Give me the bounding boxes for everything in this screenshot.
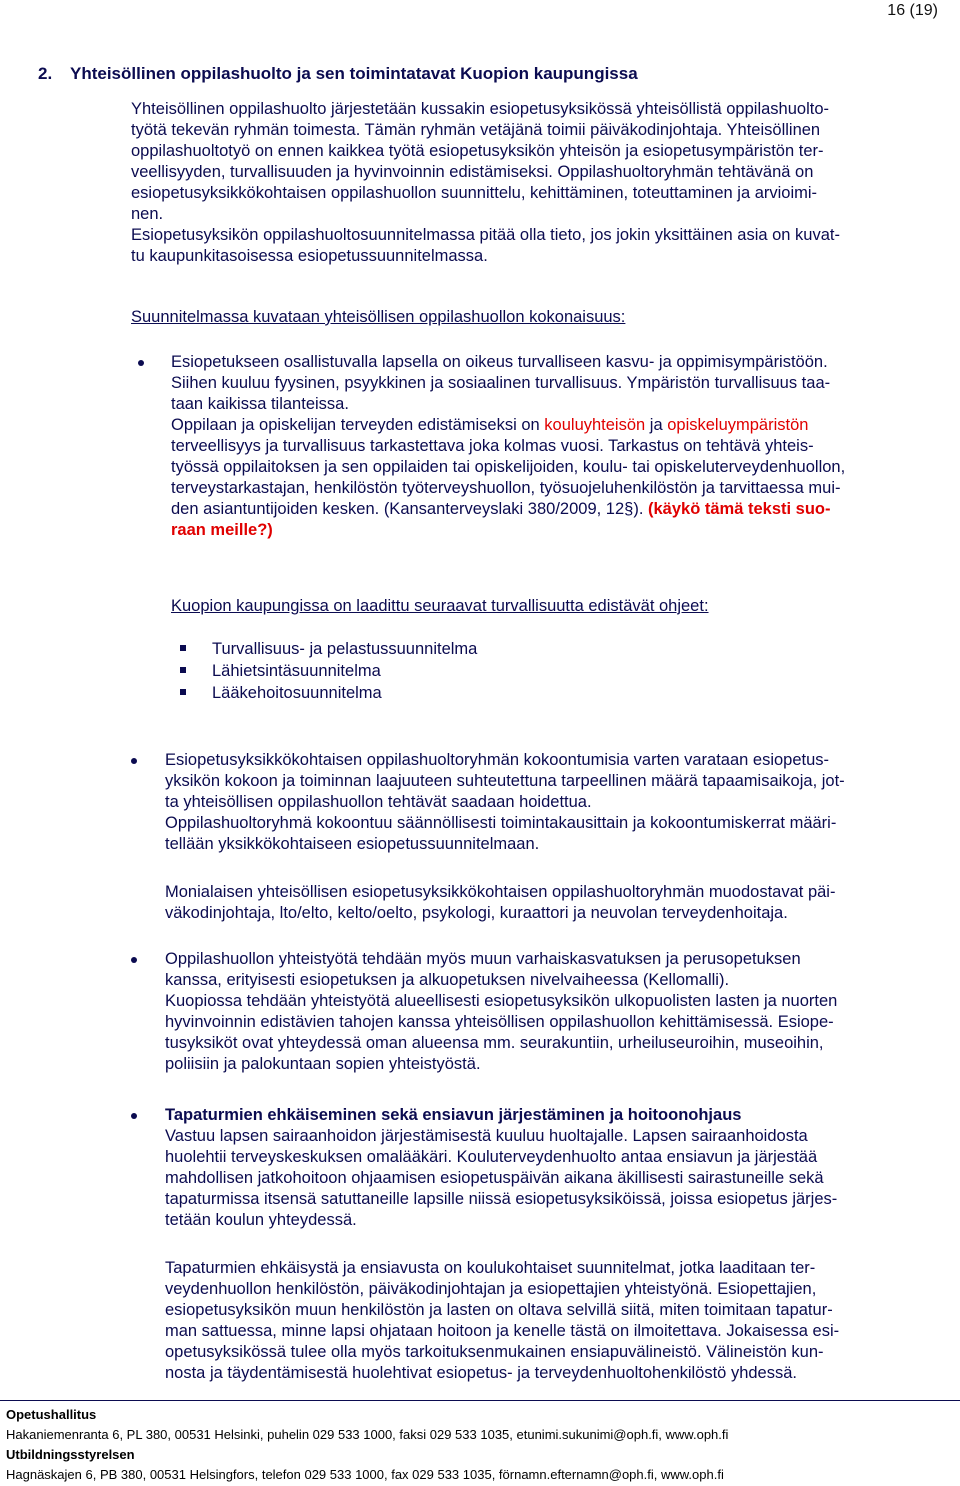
intro-line: Esiopetusyksikön oppilashuoltosuunnitelmassa pitää olla tieto, jos jokin yksittäinen asia on kuvat-	[131, 226, 840, 244]
text-fragment: ja	[645, 416, 668, 434]
bullet-dot-icon	[131, 1113, 137, 1119]
text-fragment: ).	[633, 500, 648, 518]
intro-line: tu kaupunkitasoisessa esiopetussuunnitelmassa.	[131, 247, 488, 265]
bullet4-line: man sattuessa, minne lapsi ohjataan hoitoon ja kenelle tästä on ilmoitettava. Jokaisessa esi-	[165, 1322, 840, 1340]
bullet4-line: mahdollisen jatkohoitoon ohjaamisen esiopetuspäivän aikana äkillisesti sairastuneille sekä	[165, 1169, 824, 1187]
text-fragment: Oppilaan ja opiskelijan terveyden edistämiseksi on	[171, 416, 545, 434]
section-title: Suunnitelmassa kuvataan yhteisöllisen oppilashuollon kokonaisuus:	[131, 308, 626, 326]
guidelines-list	[212, 638, 812, 704]
guideline-item: Lääkehoitosuunnitelma	[212, 684, 382, 702]
bullet2-line: ta yhteisöllisen oppilashuollon tehtävät saadaan hoidettua.	[165, 793, 592, 811]
bullet1-mixed-line	[171, 415, 941, 436]
bullet1-line: Esiopetukseen osallistuvalla lapsella on oikeus turvalliseen kasvu- ja oppimisympäristöön.	[171, 353, 828, 371]
bullet1-line: Siihen kuuluu fyysinen, psyykkinen ja sosiaalinen turvallisuus. Ympäristön turvallisuus taa-	[171, 374, 831, 392]
section-heading	[38, 64, 638, 84]
bullet1-line: terveystarkastajan, henkilöstön työterveyshuollon, työsuojeluhenkilöstön ja tarvittaessa mui-	[171, 479, 841, 497]
intro-paragraph	[131, 99, 936, 267]
bullet1-line: työssä oppilaitoksen ja sen oppilaiden tai opiskelijoiden, koulu- tai opiskeluterveydenhuollon,	[171, 458, 846, 476]
bullet4-line: nosta ja täydentämisestä huolehtivat esiopetus- ja terveydenhuoltohenkilöstö yhdessä.	[165, 1364, 797, 1382]
bullet3-line: poliisiin ja palokuntaan sopien yhteistyöstä.	[165, 1055, 481, 1073]
bullet4-line: huolehtii terveyskeskuksen omalääkäri. Kouluterveydenhuolto antaa ensiavun ja järjestää	[165, 1148, 818, 1166]
footer-org-sv: Utbildningsstyrelsen	[6, 1447, 135, 1462]
bullet-dot-icon	[131, 957, 137, 963]
bullet4-title: Tapaturmien ehkäiseminen sekä ensiavun järjestäminen ja hoitoonohjaus	[165, 1106, 742, 1124]
bullet4-line: tapaturmissa itsensä satuttaneille lapsille niissä esiopetusyksiköissä, joissa esiopetus järjes-	[165, 1190, 838, 1208]
bullet4-line: opetusyksikössä tulee olla myös tarkoituksenmukainen ensiapuvälineistö. Välineistön kun-	[165, 1343, 824, 1361]
red-text: kouluyhteisön	[544, 416, 646, 434]
heading-number: 2.	[38, 64, 53, 83]
question-text: raan meille?)	[171, 521, 273, 539]
bullet4-text	[165, 1105, 940, 1231]
square-bullet-icon	[180, 667, 186, 673]
footer-org-fi: Opetushallitus	[6, 1407, 97, 1422]
bullet2-text	[165, 750, 940, 855]
bullet2-line: tellään yksikkökohtaiseen esiopetussuunnitelmaan.	[165, 835, 540, 853]
bullet-dot-icon	[138, 360, 144, 366]
bullet2-line: Monialaisen yhteisöllisen esiopetusyksikkökohtaisen oppilashuoltoryhmän muodostavat päi-	[165, 883, 836, 901]
intro-line: oppilashuoltotyö on ennen kaikkea työtä esiopetusyksikön yhteisön ja esiopetusympäristön ter-	[131, 142, 824, 160]
guidelines-title: Kuopion kaupungissa on laadittu seuraavat turvallisuutta edistävät ohjeet:	[171, 597, 709, 615]
bullet3-line: hyvinvoinnin edistävien tahojen kanssa yhteisöllisen oppilashuollon kehittämisessä. Esiope-	[165, 1013, 834, 1031]
bullet4-line: tetään koulun yhteydessä.	[165, 1211, 357, 1229]
bullet1-line: terveellisyys ja turvallisuus tarkastettava joka kolmas vuosi. Tarkastus on tehtävä yhteis-	[171, 437, 814, 455]
bullet2-line: väkodinjohtaja, lto/elto, kelto/oelto, psykologi, kuraattori ja neuvolan terveydenhoitaja.	[165, 904, 788, 922]
bullet3-line: tusyksiköt ovat yhteydessä oman alueensa mm. seurakuntiin, urheiluseuroihin, museoihin,	[165, 1034, 824, 1052]
bullet4-text-2	[165, 1258, 940, 1384]
bullet-dot-icon	[131, 758, 137, 764]
question-text: (käykö tämä teksti suo-	[648, 500, 831, 518]
bullet3-text	[165, 949, 940, 1075]
red-text: opiskeluympäristön	[667, 416, 809, 434]
footer-address-sv: Hagnäskajen 6, PB 380, 00531 Helsingfors, telefon 029 533 1000, fax 029 533 1035, förnamn.efternamn@oph.fi, www.oph.fi	[6, 1467, 724, 1482]
text-fragment: den asiantuntijoiden kesken. (Kansanterveyslaki 380/2009, 12	[171, 500, 625, 518]
intro-line: Yhteisöllinen oppilashuolto järjestetään kussakin esiopetusyksikössä yhteisöllistä oppilashuolto-	[131, 100, 829, 118]
intro-line: esiopetusyksikkökohtaisen oppilashuollon suunnittelu, kehittäminen, toteuttaminen ja arvioimi-	[131, 184, 818, 202]
bullet3-line: kanssa, erityisesti esiopetuksen ja alkuopetuksen nivelvaiheessa (Kellomalli).	[165, 971, 730, 989]
bullet3-line: Kuopiossa tehdään yhteistyötä alueellisesti esiopetusyksikön ulkopuolisten lasten ja nuorten	[165, 992, 838, 1010]
bullet4-line: Tapaturmien ehkäisystä ja ensiavusta on koulukohtaiset suunnitelmat, jotka laaditaan ter-	[165, 1259, 816, 1277]
square-bullet-icon	[180, 645, 186, 651]
intro-line: työtä tekevän ryhmän toimesta. Tämän ryhmän vetäjänä toimii päiväkodinjohtaja. Yhteisöllinen	[131, 121, 821, 139]
bullet1-text	[171, 352, 941, 541]
footer-address-fi: Hakaniemenranta 6, PL 380, 00531 Helsinki, puhelin 029 533 1000, faksi 029 533 1035, etunimi.sukunimi@oph.fi, www.oph.fi	[6, 1427, 729, 1442]
guideline-item: Turvallisuus- ja pelastussuunnitelma	[212, 640, 478, 658]
guideline-item: Lähietsintäsuunnitelma	[212, 662, 381, 680]
bullet2-line: yksikön kokoon ja toiminnan laajuuteen suhteutettuna tarpeellinen määrä tapaamisaikoja, jot-	[165, 772, 845, 790]
bullet1-last-line	[171, 499, 941, 520]
intro-line: veellisyyden, turvallisuuden ja hyvinvoinnin edistämiseksi. Oppilashuoltoryhmän tehtävänä on	[131, 163, 814, 181]
bullet2-line: Esiopetusyksikkökohtaisen oppilashuoltoryhmän kokoontumisia varten varataan esiopetus-	[165, 751, 830, 769]
page-number: 16 (19)	[887, 2, 938, 19]
section-sign: §	[624, 500, 634, 518]
bullet2-text-2	[165, 882, 940, 924]
footer-divider	[0, 1400, 960, 1401]
heading-title: Yhteisöllinen oppilashuolto ja sen toimintatavat Kuopion kaupungissa	[70, 64, 638, 83]
bullet2-line: Oppilashuoltoryhmä kokoontuu säännöllisesti toimintakausittain ja kokoontumiskerrat määri-	[165, 814, 837, 832]
bullet1-line: taan kaikissa tilanteissa.	[171, 395, 349, 413]
intro-line: nen.	[131, 205, 164, 223]
bullet4-line: Vastuu lapsen sairaanhoidon järjestämisestä kuuluu huoltajalle. Lapsen sairaanhoidosta	[165, 1127, 808, 1145]
square-bullet-icon	[180, 689, 186, 695]
bullet4-line: esiopetusyksikön muun henkilöstön ja lasten on oltava selvillä siitä, miten toimitaan tapatur-	[165, 1301, 833, 1319]
bullet4-line: veydenhuollon henkilöstön, päiväkodinjohtajan ja esiopettajien yhteistyönä. Esiopettajien,	[165, 1280, 817, 1298]
bullet3-line: Oppilashuollon yhteistyötä tehdään myös muun varhaiskasvatuksen ja perusopetuksen	[165, 950, 801, 968]
